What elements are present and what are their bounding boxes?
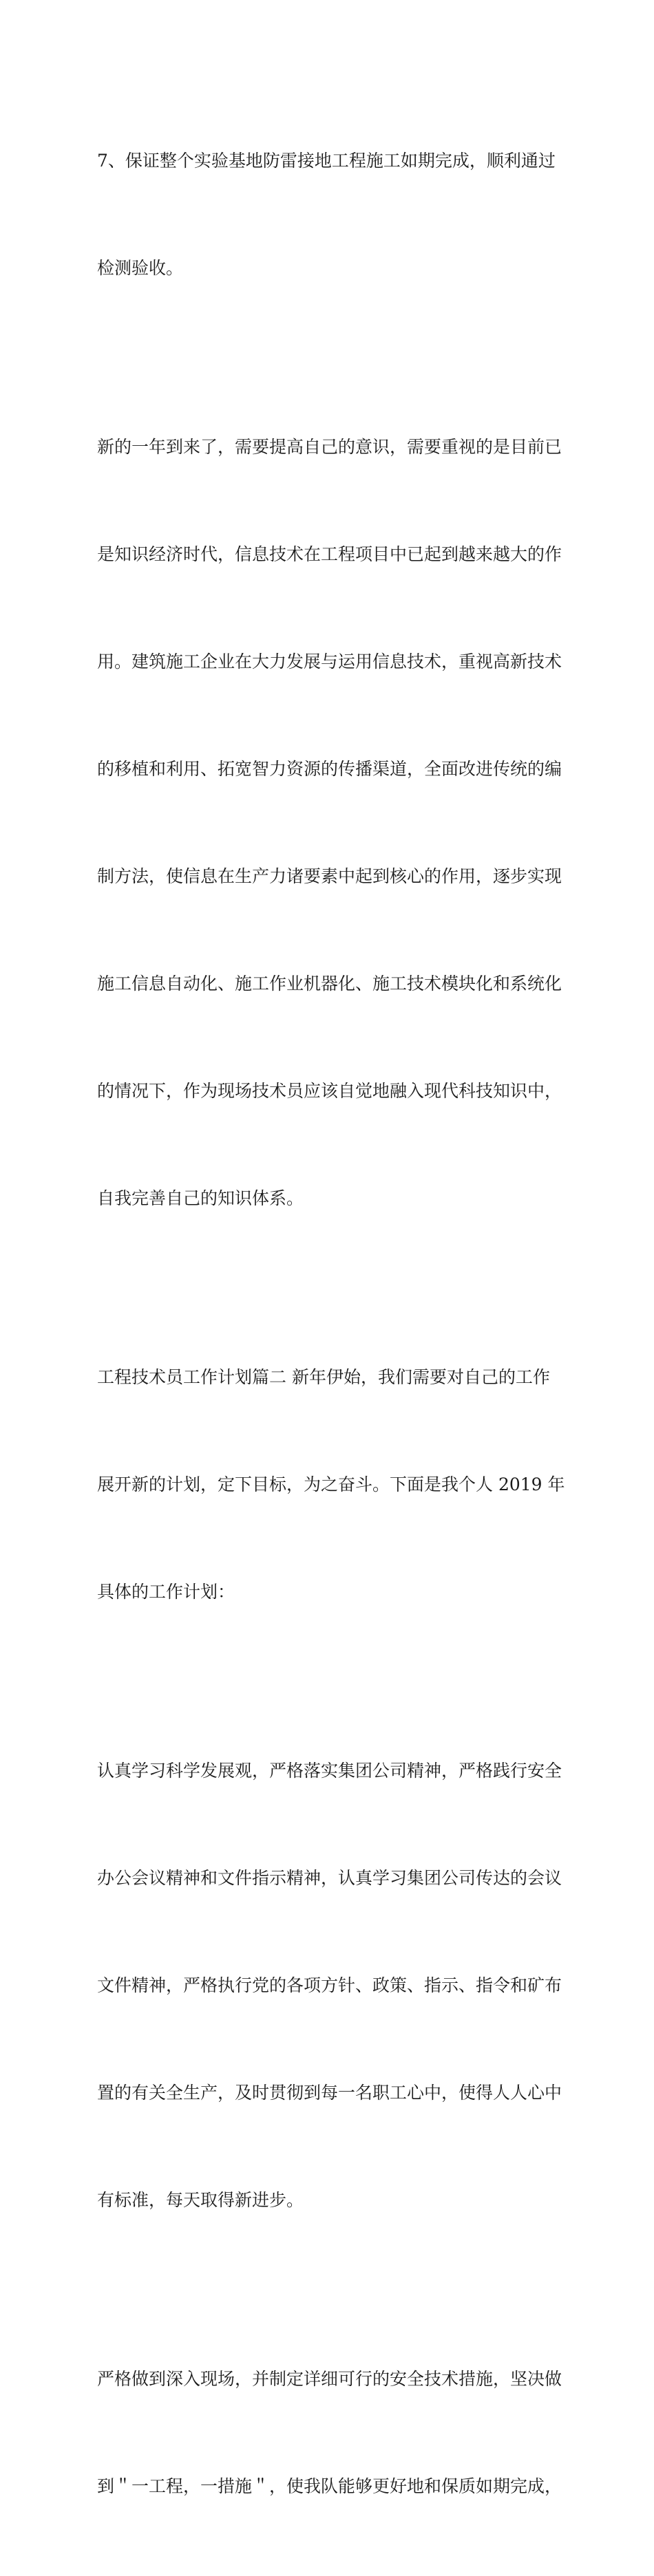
text-line: 置的有关全生产，及时贯彻到每一名职工心中，使得人人心中 (97, 2083, 562, 2103)
text-line: 工程技术员工作计划篇二 新年伊始，我们需要对自己的工作 (97, 1367, 550, 1387)
text-line: 到＂一工程，一措施＂，使我队能够更好地和保质如期完成， (97, 2476, 562, 2496)
text-line: 自我完善自己的知识体系。 (97, 1188, 304, 1208)
text-line: 具体的工作计划： (97, 1582, 235, 1602)
paragraph-study-policy (97, 1682, 560, 2290)
paragraph-new-year-awareness (97, 358, 560, 1288)
paragraph-goal-7 (97, 72, 560, 358)
document-body (97, 72, 565, 2576)
text-line: 的情况下，作为现场技术员应该自觉地融入现代科技知识中， (97, 1081, 562, 1101)
text-line: 的移植和利用、拓宽智力资源的传播渠道，全面改进传统的编 (97, 759, 562, 779)
text-line: 施工信息自动化、施工作业机器化、施工技术模块化和系统化 (97, 974, 562, 994)
text-line: 用。建筑施工企业在大力发展与运用信息技术，重视高新技术 (97, 652, 562, 672)
text-line: 文件精神，严格执行党的各项方针、政策、指示、指令和矿布 (97, 1975, 562, 1995)
text-line: 有标准，每天取得新进步。 (97, 2190, 304, 2210)
text-line: 新的一年到来了，需要提高自己的意识，需要重视的是目前已 (97, 437, 562, 457)
text-line: 办公会议精神和文件指示精神，认真学习集团公司传达的会议 (97, 1868, 562, 1888)
text-line: 检测验收。 (97, 258, 184, 278)
paragraph-site-measures (97, 2290, 560, 2576)
text-line: 认真学习科学发展观，严格落实集团公司精神，严格践行安全 (97, 1761, 562, 1781)
text-line: 是知识经济时代，信息技术在工程项目中已起到越来越大的作 (97, 544, 562, 564)
text-line: 制方法，使信息在生产力诸要素中起到核心的作用，逐步实现 (97, 866, 562, 886)
text-line: 严格做到深入现场，并制定详细可行的安全技术措施，坚决做 (97, 2369, 562, 2389)
text-line: 展开新的计划，定下目标，为之奋斗。下面是我个人 2019 年 (97, 1474, 565, 1494)
paragraph-work-plan-intro (97, 1288, 565, 1682)
text-line: 7、保证整个实验基地防雷接地工程施工如期完成，顺利通过 (97, 151, 556, 171)
